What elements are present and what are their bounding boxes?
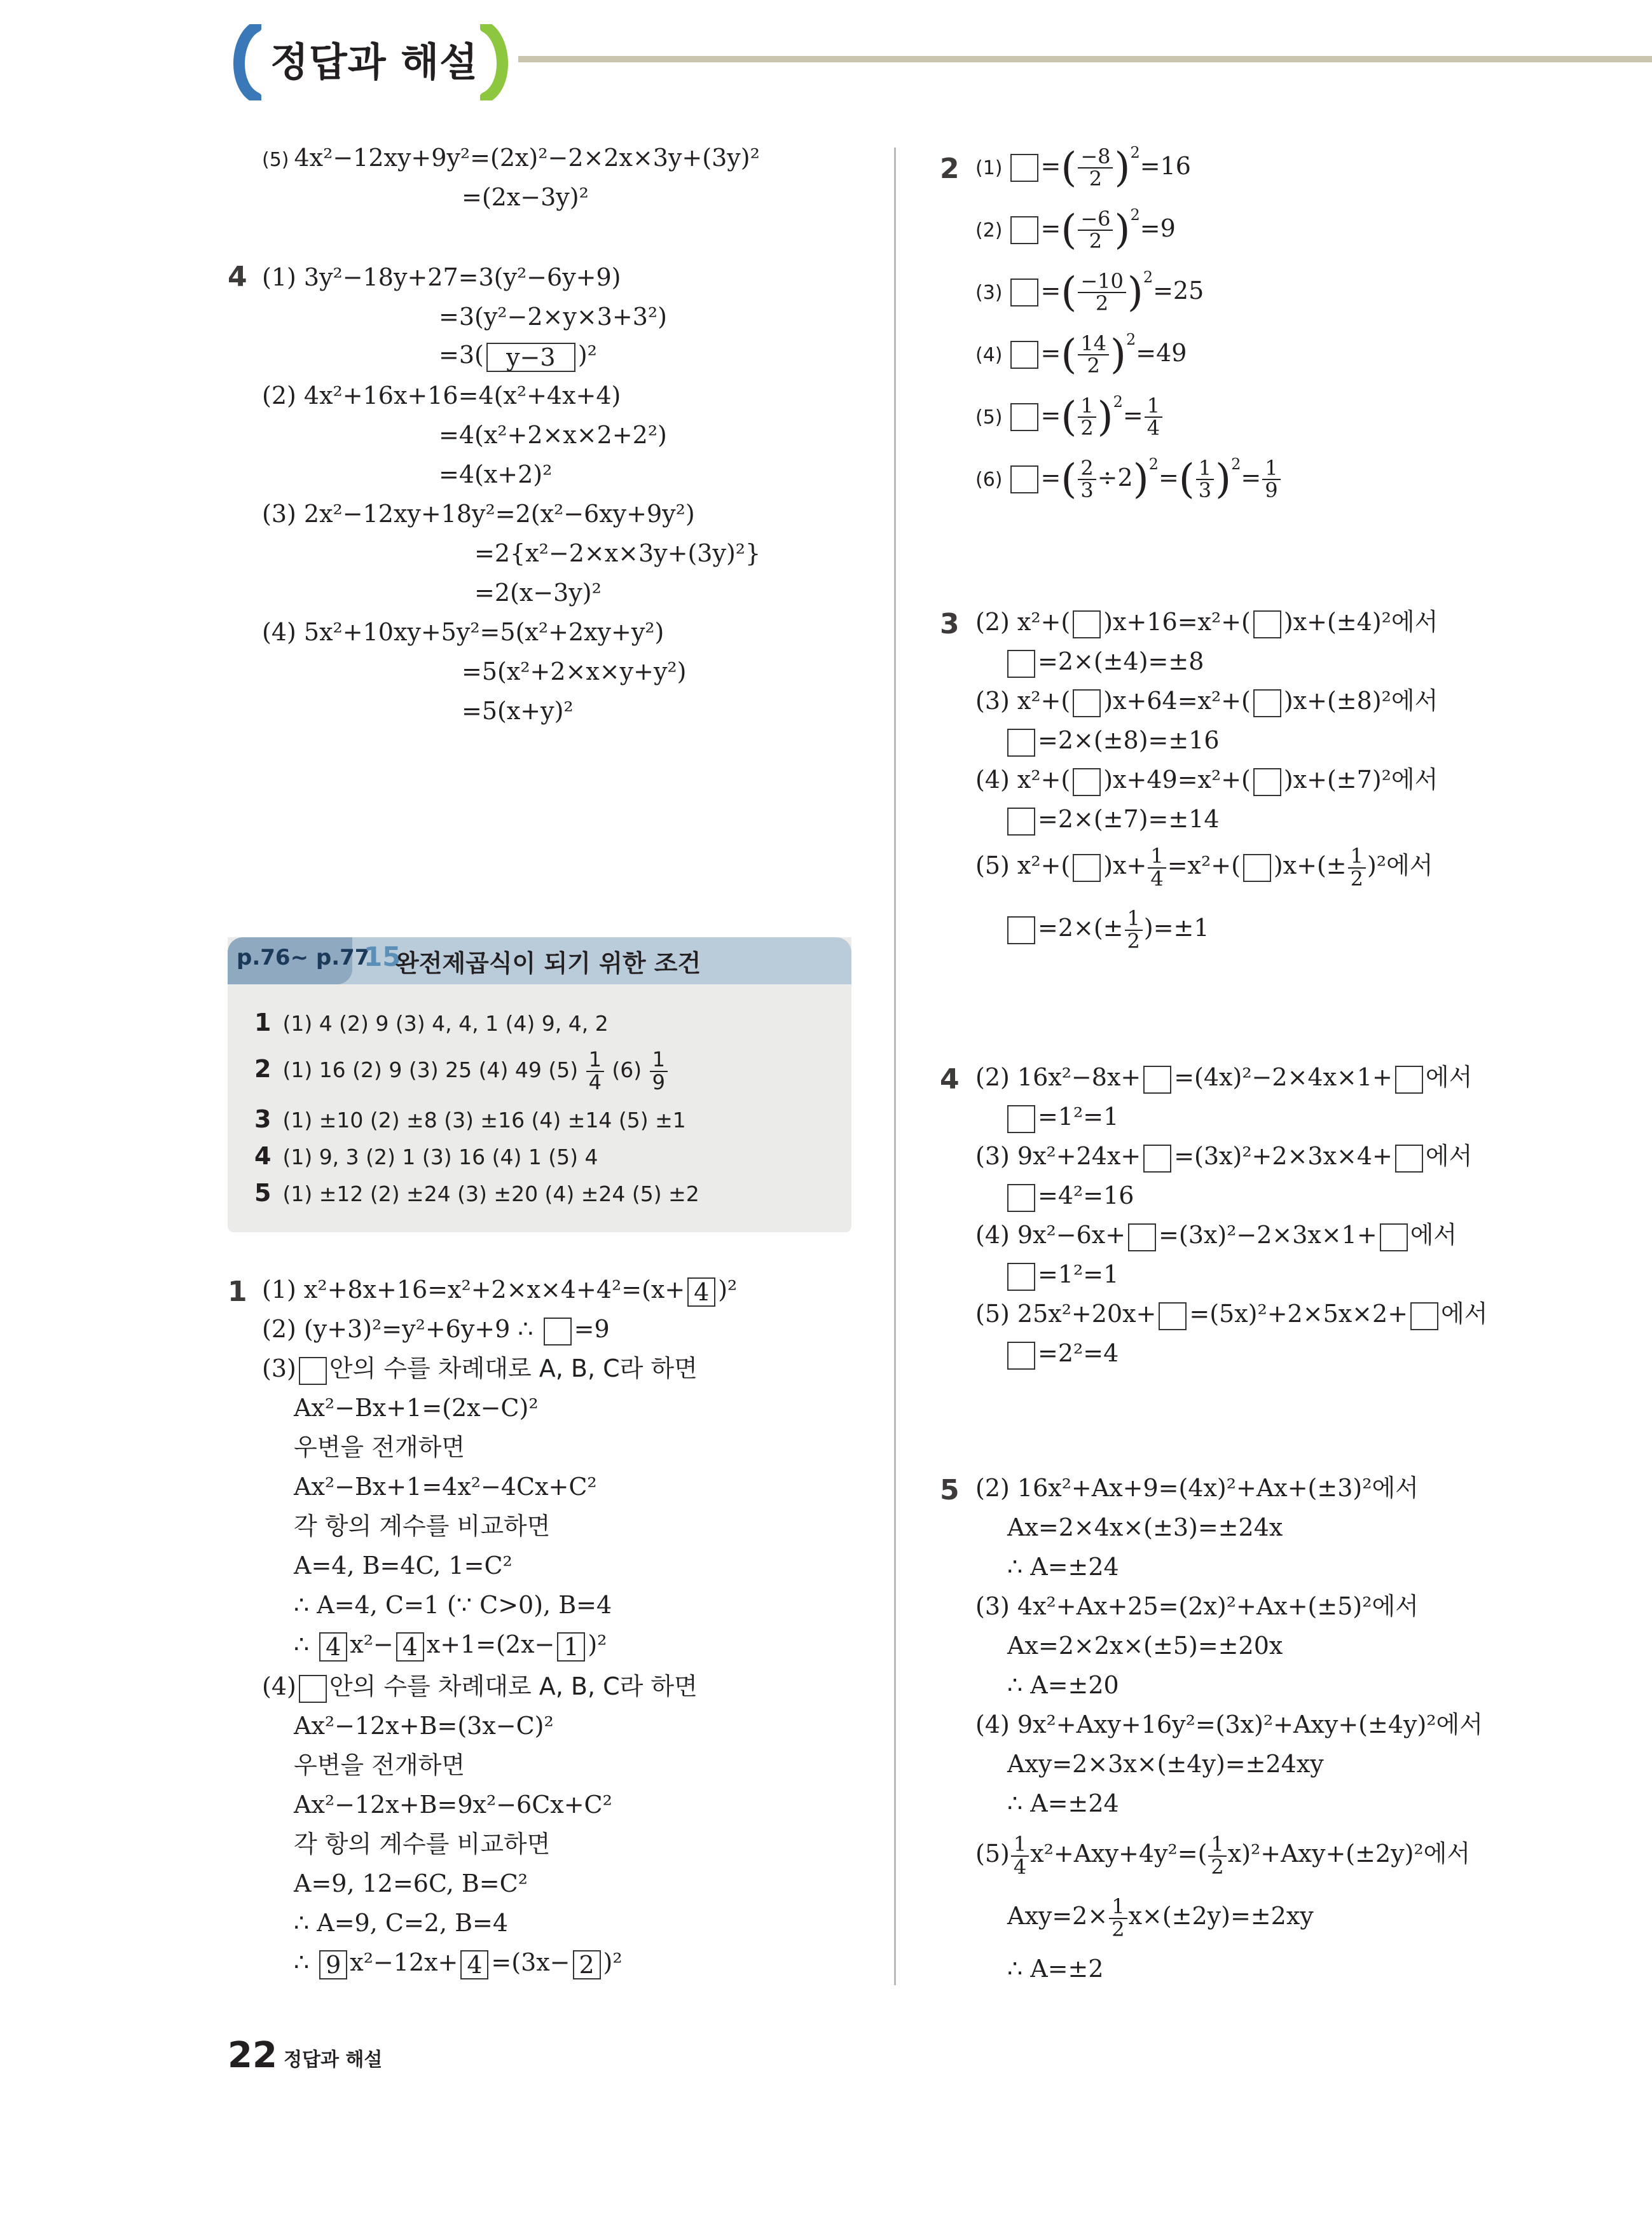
q4-line-6: =4(x+2)² bbox=[439, 460, 553, 488]
q1-line-8: A=4, B=4C, 1=C² bbox=[294, 1552, 513, 1580]
q5-line-5: Ax=2×2x×(±5)=±20x bbox=[1007, 1632, 1283, 1660]
q1-line-18: ∴ 9 x²−12x+ 4 =(3x− 2 )² bbox=[294, 1948, 623, 1979]
footer-label: 정답과 해설 bbox=[284, 2049, 383, 2071]
answer-row-3: 3 (1) ±10 (2) ±8 (3) ±16 (4) ±14 (5) ±1 bbox=[254, 1105, 686, 1133]
problem-5-line-2: =(2x−3y)² bbox=[462, 183, 589, 211]
q3-line-6: =2×(±7)=±14 bbox=[1005, 805, 1220, 836]
q1-line-17: ∴ A=9, C=2, B=4 bbox=[294, 1909, 509, 1937]
q1-line-9: ∴ A=4, C=1 (∵ C>0), B=4 bbox=[294, 1591, 612, 1619]
q5-line-1: (2) 16x²+Ax+9=(4x)²+Ax+(±3)²에서 bbox=[975, 1474, 1419, 1502]
answer-box: y−3 bbox=[486, 343, 575, 372]
q4-line-5: =4(x²+2×x×2+2²) bbox=[439, 421, 667, 449]
q4r-line-2: =1²=1 bbox=[1005, 1103, 1119, 1133]
q4-line-4: (2) 4x²+16x+16=4(x²+4x+4) bbox=[262, 382, 621, 410]
blank-box bbox=[1128, 1223, 1156, 1251]
right-bracket-decoration bbox=[480, 24, 516, 100]
blank-box bbox=[1010, 154, 1038, 182]
q5-line-4: (3) 4x²+Ax+25=(2x)²+Ax+(±5)²에서 bbox=[975, 1592, 1419, 1620]
blank-box bbox=[1073, 768, 1101, 796]
blank-box bbox=[1007, 916, 1035, 944]
answer-box: 4 bbox=[319, 1632, 347, 1662]
blank-box bbox=[1010, 341, 1038, 369]
answer-box: 4 bbox=[687, 1277, 715, 1307]
q3-line-3: (3) x²+( )x+64=x²+( )x+(±8)²에서 bbox=[975, 687, 1438, 717]
answer-row-5: 5 (1) ±12 (2) ±24 (3) ±20 (4) ±24 (5) ±2 bbox=[254, 1179, 699, 1207]
q3-line-8: =2×(± $\frac{1}{2}$ )=±1 bbox=[1005, 908, 1209, 952]
q2-row-5: (5) =( $\frac{1}{2}$ )$^2$= $\frac{1}{4}$ bbox=[975, 393, 1164, 442]
q4r-line-8: =2²=4 bbox=[1005, 1339, 1119, 1370]
q1-line-11: (4) 안의 수를 차례대로 A, B, C라 하면 bbox=[262, 1672, 698, 1703]
blank-box bbox=[1243, 854, 1271, 882]
blank-box bbox=[1143, 1066, 1171, 1094]
blank-box bbox=[1010, 403, 1038, 431]
blank-box bbox=[1007, 808, 1035, 836]
q1-line-15: 각 항의 계수를 비교하면 bbox=[294, 1830, 551, 1858]
problem-number-3: 3 bbox=[940, 608, 960, 640]
q1-line-3: (3) 안의 수를 차례대로 A, B, C라 하면 bbox=[262, 1354, 698, 1385]
q5-line-12: ∴ A=±2 bbox=[1007, 1955, 1104, 1983]
blank-box bbox=[1159, 1302, 1187, 1330]
q1-line-16: A=9, 12=6C, B=C² bbox=[294, 1869, 528, 1897]
q4r-line-1: (2) 16x²−8x+ =(4x)²−2×4x×1+ 에서 bbox=[975, 1063, 1472, 1094]
q1-line-6: Ax²−Bx+1=4x²−4Cx+C² bbox=[294, 1473, 597, 1501]
q1-line-4: Ax²−Bx+1=(2x−C)² bbox=[294, 1394, 539, 1422]
q5-line-2: Ax=2×4x×(±3)=±24x bbox=[1007, 1513, 1283, 1541]
q3-line-1: (2) x²+( )x+16=x²+( )x+(±4)²에서 bbox=[975, 608, 1438, 638]
q1-line-1: (1) x²+8x+16=x²+2×x×4+4²=(x+ 4 )² bbox=[262, 1276, 738, 1306]
problem-number-1: 1 bbox=[228, 1276, 247, 1308]
q5-line-9: ∴ A=±24 bbox=[1007, 1789, 1119, 1817]
answer-box: 1 bbox=[557, 1632, 585, 1662]
blank-box bbox=[544, 1318, 572, 1346]
blank-box bbox=[1143, 1145, 1171, 1173]
q1-line-14: Ax²−12x+B=9x²−6Cx+C² bbox=[294, 1791, 612, 1819]
blank-box bbox=[299, 1675, 327, 1703]
blank-box bbox=[1010, 216, 1038, 244]
q1-line-10: ∴ 4 x²− 4 x+1=(2x− 1 )² bbox=[294, 1630, 607, 1661]
q4r-line-5: (4) 9x²−6x+ =(3x)²−2×3x×1+ 에서 bbox=[975, 1221, 1457, 1251]
q5-line-7: (4) 9x²+Axy+16y²=(3x)²+Axy+(±4y)²에서 bbox=[975, 1710, 1483, 1738]
problem-number-5: 5 bbox=[940, 1474, 960, 1506]
q1-line-2: (2) (y+3)²=y²+6y+9 ∴ =9 bbox=[262, 1315, 610, 1346]
blank-box bbox=[1007, 1184, 1035, 1212]
answer-row-1: 1 (1) 4 (2) 9 (3) 4, 4, 1 (4) 9, 4, 2 bbox=[254, 1008, 609, 1036]
answer-box: 4 bbox=[460, 1950, 488, 1979]
column-divider bbox=[894, 148, 896, 1985]
q4r-line-4: =4²=16 bbox=[1005, 1181, 1134, 1212]
header-title: 정답과 해설 bbox=[270, 39, 479, 85]
page-range: p.76~ p.77 bbox=[237, 945, 370, 970]
q5-line-3: ∴ A=±24 bbox=[1007, 1553, 1119, 1581]
blank-box bbox=[1007, 1105, 1035, 1133]
q1-line-5: 우변을 전개하면 bbox=[294, 1433, 465, 1461]
blank-box bbox=[1073, 689, 1101, 717]
left-bracket-decoration bbox=[226, 24, 261, 100]
blank-box bbox=[1395, 1145, 1423, 1173]
q3-line-7: (5) x²+( )x+ $\frac{1}{4}$ =x²+( )x+(± $\frac{1}{2}$ )²에서 bbox=[975, 844, 1433, 891]
section-title: 완전제곱식이 되기 위한 조건 bbox=[396, 949, 701, 977]
q4r-line-6: =1²=1 bbox=[1005, 1260, 1119, 1291]
q4-line-7: (3) 2x²−12xy+18y²=2(x²−6xy+9y²) bbox=[262, 500, 695, 528]
problem-number-4: 4 bbox=[228, 261, 247, 293]
blank-box bbox=[1010, 279, 1038, 306]
blank-box bbox=[1010, 465, 1038, 493]
problem-number-4-right: 4 bbox=[940, 1063, 960, 1096]
answer-box: 4 bbox=[396, 1632, 424, 1662]
blank-box bbox=[1073, 854, 1101, 882]
blank-box bbox=[1073, 610, 1101, 638]
blank-box bbox=[1253, 689, 1281, 717]
blank-box bbox=[1007, 729, 1035, 757]
q4-line-12: =5(x+y)² bbox=[462, 697, 574, 725]
blank-box bbox=[1007, 1263, 1035, 1291]
q5-line-11: Axy=2× $\frac{1}{2}$ x×(±2y)=±2xy bbox=[1007, 1894, 1314, 1941]
q3-line-2: =2×(±4)=±8 bbox=[1005, 647, 1204, 678]
q4-line-3: =3( y−3 )² bbox=[439, 341, 597, 371]
blank-box bbox=[1253, 610, 1281, 638]
q3-line-5: (4) x²+( )x+49=x²+( )x+(±7)²에서 bbox=[975, 766, 1438, 796]
q2-row-1: (1) =( $\frac{-8}{2}$ )$^2$=16 bbox=[975, 144, 1191, 191]
problem-5-line-1: (5) 4x²−12xy+9y²=(2x)²−2×2x×3y+(3y)² bbox=[262, 144, 760, 172]
blank-box bbox=[1007, 1342, 1035, 1370]
q4r-line-7: (5) 25x²+20x+ =(5x)²+2×5x×2+ 에서 bbox=[975, 1300, 1487, 1330]
q5-line-8: Axy=2×3x×(±4y)=±24xy bbox=[1007, 1750, 1324, 1778]
q4-line-8: =2{x²−2×x×3y+(3y)²} bbox=[474, 539, 761, 567]
blank-box bbox=[299, 1357, 327, 1385]
problem-number-2: 2 bbox=[940, 153, 960, 185]
q4-line-2: =3(y²−2×y×3+3²) bbox=[439, 303, 667, 331]
blank-box bbox=[1380, 1223, 1408, 1251]
q1-line-13: 우변을 전개하면 bbox=[294, 1751, 465, 1779]
q1-line-7: 각 항의 계수를 비교하면 bbox=[294, 1512, 551, 1540]
answer-box: 9 bbox=[319, 1950, 347, 1979]
q4r-line-3: (3) 9x²+24x+ =(3x)²+2×3x×4+ 에서 bbox=[975, 1142, 1472, 1173]
answer-row-2: 2 (1) 16 (2) 9 (3) 25 (4) 49 (5) $\frac{1}{4}$ (6) $\frac{1}{9}$ bbox=[254, 1049, 669, 1093]
blank-box bbox=[1410, 1302, 1438, 1330]
q1-line-12: Ax²−12x+B=(3x−C)² bbox=[294, 1712, 554, 1740]
q4-line-11: =5(x²+2×x×y+y²) bbox=[462, 657, 687, 685]
q5-line-6: ∴ A=±20 bbox=[1007, 1671, 1119, 1699]
q4-line-1: (1) 3y²−18y+27=3(y²−6y+9) bbox=[262, 263, 621, 291]
q4-line-10: (4) 5x²+10xy+5y²=5(x²+2xy+y²) bbox=[262, 618, 664, 646]
q4-line-9: =2(x−3y)² bbox=[474, 579, 602, 607]
blank-box bbox=[1395, 1066, 1423, 1094]
answer-box: 2 bbox=[573, 1950, 601, 1979]
q2-row-3: (3) =( $\frac{-10}{2}$ )$^2$=25 bbox=[975, 268, 1204, 316]
header-rule bbox=[518, 56, 1652, 62]
q5-line-10: (5) $\frac{1}{4}$ x²+Axy+4y²=( $\frac{1}{2}$ x)²+Axy+(±2y)²에서 bbox=[975, 1832, 1471, 1879]
q2-row-6: (6) =( $\frac{2}{3}$ ÷2)$^2$=( $\frac{1}{3}$ )$^2$= $\frac{1}{9}$ bbox=[975, 455, 1282, 504]
q3-line-4: =2×(±8)=±16 bbox=[1005, 726, 1220, 757]
section-number: 15 bbox=[364, 941, 401, 972]
answer-row-4: 4 (1) 9, 3 (2) 1 (3) 16 (4) 1 (5) 4 bbox=[254, 1142, 598, 1170]
q2-row-2: (2) =( $\frac{-6}{2}$ )$^2$=9 bbox=[975, 206, 1176, 254]
q2-row-4: (4) =( $\frac{14}{2}$ )$^2$=49 bbox=[975, 331, 1187, 378]
blank-box bbox=[1253, 768, 1281, 796]
blank-box bbox=[1007, 650, 1035, 678]
page-number: 22 bbox=[228, 2035, 277, 2076]
